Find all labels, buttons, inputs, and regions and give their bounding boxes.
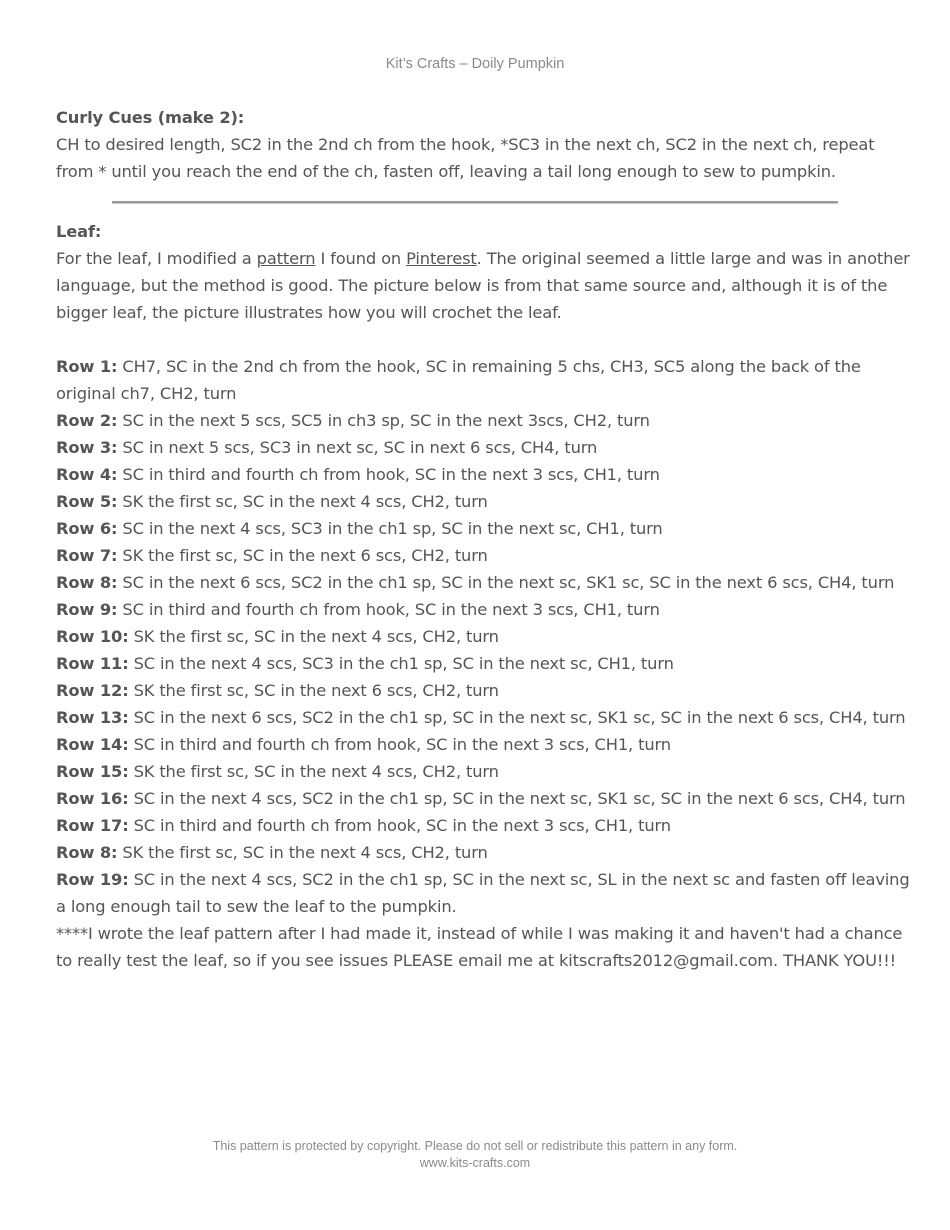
row-label: Row 14:: [56, 735, 129, 754]
row-label: Row 9:: [56, 600, 118, 619]
leaf-row: [56, 731, 916, 758]
document-body: [56, 104, 916, 974]
row-label: Row 3:: [56, 438, 118, 457]
row-instruction: SK the first sc, SC in the next 4 scs, CH2, turn: [117, 492, 488, 511]
leaf-row: [56, 488, 916, 515]
leaf-row: [56, 812, 916, 839]
row-instruction: SC in the next 6 scs, SC2 in the ch1 sp, SC in the next sc, SK1 sc, SC in the next 6 scs, CH4, turn: [128, 708, 906, 727]
curly-cues-instructions: CH to desired length, SC2 in the 2nd ch from the hook, *SC3 in the next ch, SC2 in the next ch, repeat from * until you reach the end of the ch, fasten off, leaving a tail long enough to sew to pumpkin.: [56, 135, 875, 181]
leaf-row: [56, 677, 916, 704]
leaf-section: [56, 218, 916, 974]
row-instruction: SC in the next 5 scs, SC5 in ch3 sp, SC in the next 3scs, CH2, turn: [117, 411, 650, 430]
leaf-row: [56, 785, 916, 812]
leaf-note: ****I wrote the leaf pattern after I had made it, instead of while I was making it and haven't had a chance to really test the leaf, so if you see issues PLEASE email me at kitscrafts2012@gmail.com. THANK YOU!!!: [56, 924, 903, 970]
row-instruction: SC in the next 4 scs, SC2 in the ch1 sp, SC in the next sc, SK1 sc, SC in the next 6 scs, CH4, turn: [128, 789, 906, 808]
row-instruction: SK the first sc, SC in the next 4 scs, CH2, turn: [128, 627, 499, 646]
leaf-intro: [56, 245, 916, 326]
leaf-heading: Leaf:: [56, 222, 102, 241]
leaf-row: [56, 596, 916, 623]
row-instruction: SC in third and fourth ch from hook, SC in the next 3 scs, CH1, turn: [128, 816, 671, 835]
leaf-row: [56, 461, 916, 488]
website-url: www.kits-crafts.com: [419, 1156, 531, 1170]
row-label: Row 1:: [56, 357, 118, 376]
row-instruction: SC in third and fourth ch from hook, SC in the next 3 scs, CH1, turn: [128, 735, 671, 754]
page-header: Kit’s Crafts – Doily Pumpkin: [385, 56, 565, 72]
leaf-intro-text-2: I found on: [315, 249, 407, 268]
row-instruction: SC in third and fourth ch from hook, SC in the next 3 scs, CH1, turn: [117, 600, 660, 619]
pattern-link[interactable]: pattern: [256, 249, 316, 268]
row-instruction: SC in the next 6 scs, SC2 in the ch1 sp, SC in the next sc, SK1 sc, SC in the next 6 scs, CH4, turn: [117, 573, 895, 592]
row-label: Row 7:: [56, 546, 118, 565]
leaf-rows-list: [56, 353, 916, 920]
leaf-row: [56, 704, 916, 731]
row-label: Row 8:: [56, 573, 118, 592]
leaf-row: [56, 434, 916, 461]
leaf-row: [56, 569, 916, 596]
row-label: Row 4:: [56, 465, 118, 484]
row-instruction: SC in third and fourth ch from hook, SC in the next 3 scs, CH1, turn: [117, 465, 660, 484]
leaf-row: [56, 758, 916, 785]
row-label: Row 12:: [56, 681, 129, 700]
curly-cues-heading: Curly Cues (make 2):: [56, 108, 245, 127]
row-label: Row 17:: [56, 816, 129, 835]
row-instruction: SK the first sc, SC in the next 6 scs, CH2, turn: [128, 681, 499, 700]
row-instruction: SC in the next 4 scs, SC3 in the ch1 sp, SC in the next sc, CH1, turn: [117, 519, 663, 538]
row-label: Row 6:: [56, 519, 118, 538]
pinterest-link[interactable]: Pinterest: [406, 249, 477, 268]
row-label: Row 8:: [56, 843, 118, 862]
row-label: Row 5:: [56, 492, 118, 511]
row-label: Row 16:: [56, 789, 129, 808]
leaf-row: [56, 407, 916, 434]
row-label: Row 13:: [56, 708, 129, 727]
leaf-row: [56, 623, 916, 650]
leaf-row: [56, 866, 916, 920]
curly-cues-section: [56, 104, 916, 185]
row-instruction: SK the first sc, SC in the next 6 scs, CH2, turn: [117, 546, 488, 565]
leaf-intro-text-3: . The original seemed a little large and was in another language, but the method is good. The picture below is from that same source and, although it is of the bigger leaf, the picture illustrates how you will crochet the leaf.: [56, 249, 910, 322]
row-instruction: CH7, SC in the 2nd ch from the hook, SC in remaining 5 chs, CH3, SC5 along the back of the original ch7, CH2, turn: [56, 357, 861, 403]
leaf-row: [56, 650, 916, 677]
leaf-row: [56, 839, 916, 866]
row-label: Row 2:: [56, 411, 118, 430]
row-instruction: SK the first sc, SC in the next 4 scs, CH2, turn: [117, 843, 488, 862]
row-label: Row 15:: [56, 762, 129, 781]
leaf-row: [56, 542, 916, 569]
leaf-row: [56, 353, 916, 407]
leaf-intro-text-1: For the leaf, I modified a: [56, 249, 257, 268]
page-footer: [0, 1138, 950, 1172]
row-label: Row 10:: [56, 627, 129, 646]
row-label: Row 19:: [56, 870, 129, 889]
copyright-notice: This pattern is protected by copyright. Please do not sell or redistribute this pattern in any form.: [212, 1139, 738, 1153]
row-instruction: SC in the next 4 scs, SC3 in the ch1 sp, SC in the next sc, CH1, turn: [128, 654, 674, 673]
row-instruction: SC in the next 4 scs, SC2 in the ch1 sp, SC in the next sc, SL in the next sc and fasten off leaving a long enough tail to sew the leaf to the pumpkin.: [56, 870, 910, 916]
row-label: Row 11:: [56, 654, 129, 673]
leaf-row: [56, 515, 916, 542]
row-instruction: SC in next 5 scs, SC3 in next sc, SC in next 6 scs, CH4, turn: [117, 438, 598, 457]
row-instruction: SK the first sc, SC in the next 4 scs, CH2, turn: [128, 762, 499, 781]
section-divider: [112, 201, 838, 204]
